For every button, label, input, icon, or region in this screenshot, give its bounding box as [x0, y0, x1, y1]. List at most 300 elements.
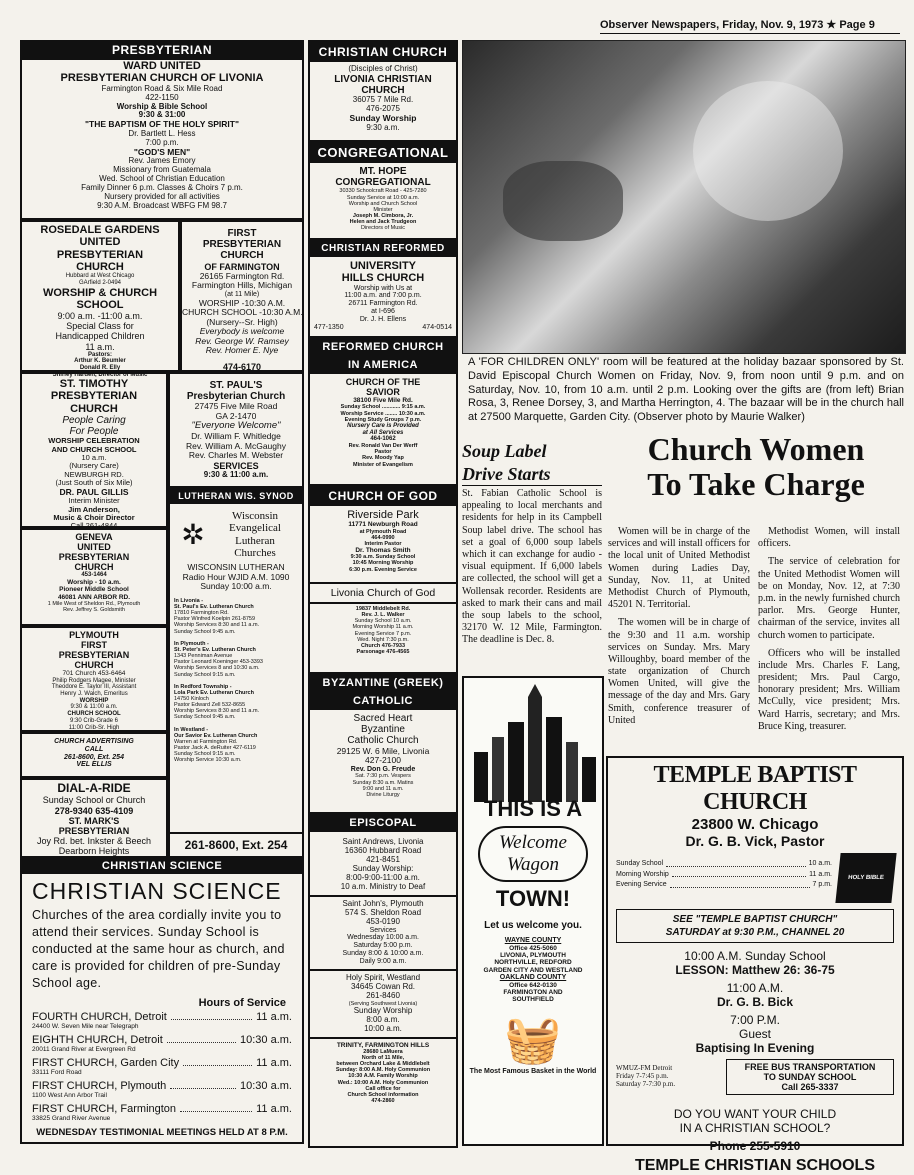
ad-line: Riverside Park [347, 509, 419, 521]
ad-line: Music & Choir Director [53, 512, 135, 522]
ad-line: Nursery provided for all activities [104, 192, 220, 202]
cs-church-row [22, 1080, 302, 1092]
cs-church-time: 10:30 a.m. [240, 1034, 292, 1047]
ad-line: ST. PAUL'S [209, 380, 263, 391]
leader-dots [171, 1011, 252, 1020]
ad-line: Saint John's, Plymouth [342, 898, 424, 908]
ad-line: ROSEDALE GARDENS [40, 224, 160, 236]
tb-q2: IN A CHRISTIAN SCHOOL? [679, 1121, 831, 1136]
section-bar: CHRISTIAN REFORMED [310, 240, 456, 257]
ad-line: 464-1062 [370, 436, 396, 443]
photo-highlight [693, 81, 843, 221]
ad-line: Sunday School 9:15 a.m. [174, 751, 236, 758]
ad-line: Joseph M. Cimbora, Jr. [352, 213, 414, 219]
lutheran-phone: 261-8600, Ext. 254 [170, 832, 302, 852]
ad-line: MT. HOPE [359, 166, 407, 177]
cs-church-addr: 1100 West Ann Arbor Trail [32, 1092, 107, 1100]
ad-line: St. Peter's Ev. Lutheran Church [174, 646, 256, 653]
cs-church-time: 11 a.m. [256, 1103, 292, 1116]
ad-line: 9:30 A.M. Broadcast WBFG FM 98.7 [97, 201, 227, 211]
ad-line: PRESBYTERIAN [50, 390, 138, 403]
ad-line: FIRST [227, 228, 257, 239]
ad-line: 29125 W. 6 Mile, Livonia [336, 745, 430, 756]
ad-line: 6:30 p.m. Evening Service [349, 566, 417, 573]
leader-dots [672, 870, 806, 878]
tb-sched-label: Morning Worship [616, 870, 669, 878]
cs-church-addr: 33825 Grand River Avenue [32, 1115, 111, 1123]
section-bar: CHURCH OF GOD [310, 486, 456, 506]
church-women-col-1 [608, 526, 750, 733]
tb-am: 11:00 A.M. [726, 981, 784, 995]
leader-dots [167, 1034, 236, 1043]
ad-line: People Caring [62, 414, 126, 426]
ad-line: Catholic Church [347, 735, 419, 747]
ad-line: OAKLAND COUNTY [499, 973, 567, 981]
byzantine-ad [308, 674, 458, 814]
ad-line: Churches [234, 546, 276, 559]
ad-line: 9:30 a.m. Sunday School [350, 554, 416, 561]
ad-line: 27475 Five Mile Road [194, 401, 278, 412]
cs-church-name: FOURTH CHURCH, Detroit [32, 1011, 167, 1024]
ad-line: Farmington Hills, Michigan [191, 280, 293, 291]
ad-line: Worship Service ........ 10:30 a.m. [340, 410, 426, 417]
ad-line: LIVONIA, PLYMOUTH [500, 952, 566, 960]
ad-line: FREE BUS TRANSPORTATION [744, 1062, 876, 1072]
timothy-church-ad [20, 372, 168, 531]
ad-line: Pastors: [87, 351, 112, 358]
christian-church-ad [308, 40, 458, 142]
ad-line: CHURCH [220, 250, 264, 262]
ad-line: CONGREGATIONAL [335, 177, 431, 189]
lutheran-entry [174, 641, 298, 678]
ad-line: Nursery Care is Provided [347, 422, 419, 429]
ad-line: Sunday School 10 a.m. [354, 618, 412, 625]
cs-churches [22, 1011, 302, 1122]
soup-headline [462, 440, 602, 486]
ad-line: Dr. J. H. Ellens [359, 315, 407, 323]
ad-line: Worship with Us at [353, 284, 413, 292]
ad-line: WARD UNITED [123, 60, 201, 72]
ad-line: 261-8600, Ext. 254 [64, 753, 124, 761]
photo-caption: A 'FOR CHILDREN ONLY' room will be featured at the holiday bazaar sponsored by St. David Episcopal Church Women on Friday, Nov. 9, from noon until 9 p.m. and on Saturday, Nov. 10, from 10 a.m. until 2 p.m. Looking over the gifts are (from left) Brian Rosa, 3, Renee Dorsey, 3, and Martha Herrington, 4. The bazaar will be in the church hall at 27500 Marquette, Garden City. (Observer photo by Maurie Walker) [468, 356, 904, 423]
ad-line: 26711 Farmington Rd. [348, 300, 418, 308]
ad-line: Philip Rodgers Magee, Minister [52, 677, 136, 684]
ad-line: St. Paul's Ev. Lutheran Church [174, 603, 254, 610]
ad-line: Donald R. Elly [79, 365, 121, 372]
section-bar: CONGREGATIONAL [310, 142, 456, 163]
episcopal-stjohns [310, 895, 456, 969]
ad-line: WORSHIP [79, 697, 109, 704]
cs-church-row [22, 1057, 302, 1069]
ad-line: Holy Spirit, Westland [345, 972, 421, 982]
ad-line: Sunday School 9:45 a.m. [174, 714, 236, 721]
ww-invite: Let us welcome you. [484, 920, 582, 931]
ad-line: 28680 LaMuera [363, 1048, 403, 1055]
cs-church-time: 11 a.m. [256, 1057, 292, 1070]
tb-sched-label: Evening Service [616, 881, 667, 888]
cs-title: CHRISTIAN SCIENCE [32, 878, 282, 904]
ad-line: VEL ELLIS [76, 761, 112, 769]
ad-line: Minister of Evangelism [353, 461, 413, 468]
ad-line: Worship Services 8:30 and 11 a.m. [174, 708, 260, 715]
ad-line: PRESBYTERIAN [56, 248, 144, 261]
lutheran-ad [168, 488, 304, 858]
ad-line: Saturday 5:00 p.m. [353, 942, 413, 950]
bible-label: HOLY BIBLE [847, 875, 885, 881]
lutheran-entry [174, 684, 298, 721]
ad-line: Our Savior Ev. Lutheran Church [174, 732, 258, 739]
city-skyline-icon [464, 682, 602, 802]
ad-line: 261-8460 [366, 990, 400, 1000]
cs-church-name: FIRST CHURCH, Farmington [32, 1103, 177, 1116]
tb-schedule [616, 853, 832, 891]
ad-line: Presbyterian Church [186, 391, 286, 403]
ad-line: 474-2860 [371, 1098, 395, 1105]
ad-line: Wed.: 10:00 A.M. Holy Communion [337, 1079, 429, 1086]
ad-line: Minister [373, 206, 393, 213]
reformed-phones [310, 324, 456, 331]
ad-line: Sunday 10:00 a.m. [200, 581, 272, 592]
ad-line: Sunday School or Church [42, 795, 146, 806]
ad-line: GENEVA [75, 532, 113, 542]
ad-line: AND CHURCH SCHOOL [51, 444, 137, 454]
ad-line: (Nursery Care) [69, 461, 119, 471]
ad-line: CHURCH SCHOOL -10:30 A.M. [182, 307, 303, 318]
ad-line: CHURCH ADVERTISING [54, 738, 134, 745]
ad-line: Special Class for [66, 321, 134, 332]
temple-baptist-ad [606, 756, 904, 1175]
ad-line: Sat. 7:30 p.m. Vespers [355, 773, 411, 780]
ad-line: Sunday Worship: [352, 863, 414, 873]
ww-line-1: THIS IS A [483, 796, 583, 821]
episcopal-holyspirit [310, 969, 456, 1037]
ad-line: at I-696 [371, 308, 395, 316]
ad-line: 19837 Middlebelt Rd. [355, 606, 411, 612]
ad-line: (Disciples of Christ) [348, 64, 418, 73]
tb-phone: Phone 255-5910 [709, 1139, 801, 1154]
ad-line: "Everyone Welcome" [191, 420, 281, 432]
ad-line: In Livonia - [174, 597, 204, 604]
cs-church-addr: 33111 Ford Road [32, 1069, 82, 1077]
ww-slogan: The Most Famous Basket in the World [469, 1067, 597, 1075]
ad-line: SERVICES [213, 460, 259, 471]
ad-line: PRESBYTERIAN [202, 239, 282, 251]
ad-line: Byzantine [361, 724, 405, 736]
ad-line: Sunday School ............ 9:15 a.m. [340, 404, 426, 411]
ad-line: NORTHVILLE, REDFORD [494, 959, 572, 967]
ad-line: CHURCH [74, 660, 114, 671]
cs-church-row [22, 1034, 302, 1046]
ad-line: Family Dinner 6 p.m. Classes & Choirs 7 p.m. [81, 183, 243, 193]
ad-line: Lola Park Ev. Lutheran Church [174, 689, 254, 696]
ad-line: TRINITY, FARMINGTON HILLS [336, 1041, 430, 1049]
ad-line: DIAL-A-RIDE [57, 781, 131, 795]
ad-line: Shirley Harden, Director of Music [52, 371, 148, 378]
reformed-america-ad [308, 338, 458, 486]
soup-head-1: Soup Label [462, 441, 547, 461]
ad-line: 38100 Five Mile Rd. [353, 397, 413, 405]
ad-line: Wed. School of Christian Education [99, 174, 225, 184]
paragraph: Officers who will be installed include Mrs. Charles F. Lang, president; Mrs. Paul Cargo, honorary president; Mrs. William McCully, vice president; Mrs. Ward Harris, secretary; and Mrs. Bruce King, treasurer. [758, 647, 900, 732]
presbyterian-bar: PRESBYTERIAN [20, 40, 304, 60]
ad-line: PRESBYTERIAN [58, 650, 130, 661]
page-header: Observer Newspapers, Friday, Nov. 9, 1973 ★ Page 9 [600, 18, 900, 34]
ad-line: Rev. Jeffrey S. Goldsmith [63, 606, 125, 613]
tb-pastor: Dr. G. B. Vick, Pastor [685, 833, 825, 849]
section-bar: IN AMERICA [310, 356, 456, 374]
ad-line: WMUZ-FM Detroit [616, 1064, 673, 1073]
ad-line: For People [69, 426, 119, 438]
ad-line: Call 261-4844 [70, 521, 118, 531]
ad-line: Dr. William F. Whitledge [191, 431, 281, 442]
photo-shadow [503, 161, 623, 241]
welcome-wagon-ad [462, 676, 604, 1146]
phone-number: 477-1350 [314, 323, 344, 331]
section-bar: BYZANTINE (GREEK) [310, 674, 456, 692]
ad-line: Handicapped Children [55, 331, 145, 342]
tb-schedule-row [608, 853, 902, 903]
ad-line: Sunday 8:00 & 10:00 a.m. [342, 950, 424, 958]
ad-line: Wisconsin [232, 510, 278, 522]
tb-sched-label: Sunday School [616, 860, 664, 867]
episcopal-trinity [310, 1037, 456, 1108]
ad-line: Worship Service 10:30 a.m. [174, 757, 242, 764]
ad-line: CHURCH [70, 402, 118, 415]
ad-line: Pastor [374, 449, 392, 456]
ad-line: 10 a.m. [81, 453, 107, 463]
ad-line: Rev. Ronald Van Der Werff [348, 443, 418, 450]
ad-line: 11771 Newburgh Road [348, 521, 418, 529]
ad-line: (Nursery--Sr. High) [206, 316, 278, 327]
ad-line: ST. MARK'S [68, 815, 120, 826]
ad-line: 14750 Kinloch [174, 695, 209, 702]
ad-line: CHURCH OF THE [345, 377, 421, 387]
section-bar: EPISCOPAL [310, 814, 456, 832]
ad-line: DR. PAUL GILLIS [59, 486, 129, 497]
ad-line: 453-0190 [366, 916, 400, 926]
leader-dots [670, 880, 810, 888]
ad-line: GA 2-1470 [215, 410, 257, 421]
ad-line: Morning Worship 11 a.m. [352, 624, 414, 631]
ad-line: Joy Rd. bet. Inkster & Beech [36, 835, 152, 846]
ad-line: (at 11 Mile) [224, 290, 260, 298]
ad-line: Sunday Worship [349, 113, 417, 124]
ad-line: Hubbard at West Chicago [65, 273, 135, 280]
ad-line: Parsonage 476-4565 [356, 649, 410, 656]
ad-line: 9:30 Crib-Grade 6 [69, 717, 119, 724]
lutheran-entry [174, 727, 298, 764]
ad-line: LIVONIA CHRISTIAN [334, 73, 432, 85]
leader-dots [183, 1057, 252, 1066]
ad-line: 422-1150 [145, 92, 179, 102]
ad-line: Lutheran [235, 534, 275, 547]
ad-line: Dearborn Heights [58, 845, 130, 856]
dial-a-ride-ad [20, 778, 168, 858]
tb-sched-time: 10 a.m. [808, 860, 832, 867]
ad-line: FIRST [81, 640, 107, 651]
paragraph: Women will be in charge of the services and will install officers for the local unit of United Methodist Women during Ladies Day, Sunday, Nov. 11, at United Methodist Church of Plymouth, 45201 N. Territorial. [608, 526, 750, 611]
ad-line: Dr. Thomas Smith [355, 547, 411, 555]
ad-line: 46081 ANN ARBOR RD. [57, 593, 131, 601]
ad-line: Worship & Bible School [116, 101, 208, 111]
paragraph: Methodist Women, will install officers. [758, 526, 900, 550]
ad-line: Rev. William A. McGaughy [186, 440, 286, 451]
ad-line: WAYNE COUNTY [504, 937, 562, 944]
ad-line: Rev. Charles M. Webster [188, 450, 284, 461]
ad-line: 9:00 a.m. -11:00 a.m. [57, 311, 143, 322]
ad-line: 574 S. Sheldon Road [344, 907, 422, 917]
paragraph: The women will be in charge of the 9:30 and 11 a.m. worship services on Sunday. Mrs. Mary Willoughby, board member of the state organization of Church Women United, will give the message of the day and Mrs. Gary Smith, conference treasurer of United [608, 617, 750, 726]
ad-line: Arthur K. Beumler [74, 358, 126, 365]
ad-line: (Just South of Six Mile) [55, 478, 133, 488]
ad-line: Church 476-7933 [360, 642, 406, 649]
leader-dots [666, 859, 806, 867]
section-bar: REFORMED CHURCH [310, 338, 456, 356]
ad-line: SOUTHFIELD [512, 996, 554, 1004]
ad-line: Wednesday 10:00 a.m. [347, 934, 419, 942]
congregational-ad [308, 142, 458, 240]
ad-line: Evangelical [229, 522, 281, 535]
ad-line: CHURCH [74, 562, 114, 573]
leader-dots [180, 1103, 252, 1112]
ad-line: PRESBYTERIAN CHURCH OF LIVONIA [60, 72, 264, 85]
ad-line: Everybody is welcome [199, 326, 285, 337]
ad-line: Henry J. Walch, Emeritus [60, 691, 128, 698]
cs-hours-label: Hours of Service [198, 997, 286, 1010]
tb-pm: 7:00 P.M. [730, 1013, 780, 1027]
ad-line: Pastor Winfred Koelpin 261-8759 [174, 616, 256, 623]
ad-line: Pioneer Middle School [59, 586, 129, 594]
ward-church-ad [20, 58, 304, 220]
tb-radio [616, 1065, 726, 1088]
ad-line: 36075 7 Mile Rd. [352, 95, 414, 105]
ad-line: 421-8451 [366, 854, 400, 864]
lutheran-logo-text [212, 510, 298, 559]
ad-line: WORSHIP & CHURCH [42, 286, 158, 299]
tb-q1: DO YOU WANT YOUR CHILD [673, 1107, 837, 1122]
ad-line: Radio Hour WJID A.M. 1090 [182, 571, 290, 582]
cs-church-time: 10:30 a.m. [240, 1080, 292, 1093]
ad-line: Sunday School 9:15 a.m. [174, 671, 236, 678]
ad-line: UNITED [77, 542, 111, 553]
ad-line: Saturday 7-7:30 p.m. [616, 1080, 676, 1089]
ad-line: 476-2075 [366, 104, 400, 114]
ad-line: Services [369, 926, 397, 934]
ad-line: 10:30 A.M. Family Worship [348, 1073, 418, 1080]
ad-line: Friday 7-7:45 p.m. [616, 1072, 669, 1081]
ad-line: Call office for [365, 1085, 401, 1092]
ad-line: GArfield 2-0494 [78, 279, 122, 286]
ad-line: Office 642-0130 [509, 981, 557, 989]
ad-line: 8:00 a.m. [366, 1014, 400, 1024]
ad-line: CHURCH [76, 260, 124, 273]
ad-line: CALL [84, 745, 104, 753]
ad-line: 9:30 & 11:00 a.m. [70, 704, 118, 711]
tb-ss: 10:00 A.M. Sunday School [684, 949, 826, 963]
cw-head-1: Church Women [647, 431, 865, 467]
christian-reformed-ad [308, 240, 458, 338]
ad-line: NEWBURGH RD. [64, 469, 124, 479]
ad-line: Sunday Service at 10:00 a.m. [346, 194, 420, 201]
cs-church-addr: 20011 Grand River at Evergreen Rd [32, 1046, 136, 1054]
tb-tv-2: SATURDAY at 9:30 P.M., CHANNEL 20 [665, 927, 845, 938]
ad-line: 1343 Penniman Avenue [174, 653, 233, 660]
tb-tv-1: SEE "TEMPLE BAPTIST CHURCH" [672, 914, 838, 925]
ad-line: Call 265-3337 [781, 1082, 839, 1093]
ad-line: Rev. James Emory [128, 156, 196, 166]
ad-line: Rev. George W. Ramsey [195, 335, 289, 346]
ad-line: In Westland - [174, 726, 209, 733]
lutheran-entries [170, 596, 302, 772]
lutheran-logo-row [174, 510, 298, 559]
ad-line: at All Services [362, 429, 404, 436]
tb-lesson: LESSON: Matthew 26: 36-75 [675, 963, 835, 977]
first-farmington-church-ad [180, 220, 304, 372]
ad-line: SAVIOR [366, 387, 400, 398]
tb-title: TEMPLE BAPTIST CHURCH [653, 762, 857, 815]
ad-line: Jim Anderson, [68, 504, 120, 514]
ad-line: 9:30 a.m. [366, 122, 400, 132]
geneva-church-ad [20, 528, 168, 626]
ad-line: CHURCH SCHOOL [67, 711, 121, 718]
stpauls-church-ad [168, 372, 304, 488]
church-of-god-ad [308, 486, 458, 584]
ad-line: Rev. Moody Yap [362, 455, 404, 462]
ad-line: WORSHIP -10:30 A.M. [198, 297, 286, 308]
ww-line-2: TOWN! [495, 886, 571, 911]
ad-line: Helen and Jack Trudgeon [349, 219, 417, 226]
ad-line: Church School information [347, 1091, 419, 1098]
cs-church-row [22, 1103, 302, 1115]
ad-line: Theodore E. Taylor III, Assistant [51, 684, 137, 691]
ad-line: Office 425-5060 [509, 944, 557, 952]
ad-line: Pastor Leonard Koeninger 453-3393 [174, 659, 263, 666]
episcopal-standrews [310, 835, 456, 895]
leader-dots [170, 1080, 236, 1089]
ad-line: ST. TIMOTHY [59, 378, 129, 390]
ad-line: 474-6170 [222, 361, 262, 372]
ad-line: 9:00 and 11 a.m. [362, 785, 404, 792]
ad-line: 17810 Farmington Rd. [174, 610, 229, 617]
ad-line: Evening Study Groups 7 p.m. [344, 416, 422, 423]
tb-sched-time: 11 a.m. [809, 870, 832, 878]
ad-line: Dr. Bartlett L. Hess [128, 128, 196, 138]
ad-line: 10:45 Morning Worship [352, 560, 414, 567]
plymouth-church-ad [20, 626, 168, 732]
tb-schedule-row [616, 870, 832, 881]
star-burst-icon: ✲ [181, 518, 205, 550]
tb-am-spk: Dr. G. B. Bick [716, 995, 794, 1009]
livonia-god-title: Livonia Church of God [310, 584, 456, 604]
lutheran-entry [174, 598, 298, 635]
ad-line: CHURCH [361, 85, 405, 97]
ad-line: Directors of Music [360, 225, 405, 232]
ad-line: Pastor Edward Zell 532-8655 [174, 702, 246, 709]
ad-line: 11:00 a.m. and 7:00 p.m. [344, 292, 422, 300]
lutheran-bar: LUTHERAN WIS. SYNOD [168, 488, 304, 504]
ad-line: OF FARMINGTON [204, 261, 280, 272]
ad-line: 9:30 & 11:00 a.m. [203, 469, 269, 479]
ad-line: GARDEN CITY AND WESTLAND [483, 966, 583, 974]
ad-line: PLYMOUTH [69, 630, 119, 640]
ad-line: 278-9340 635-4109 [54, 805, 134, 816]
ad-line: 7:00 p.m. [145, 137, 179, 147]
ad-line: Sacred Heart [353, 713, 413, 724]
ad-line: Evening Service 7 p.m. [354, 630, 412, 637]
ad-line: 26165 Farmington Rd. [199, 270, 285, 281]
tb-radio-bus-row [608, 1055, 902, 1099]
ad-line: between Orchard Lake & Middlebelt [336, 1061, 430, 1068]
